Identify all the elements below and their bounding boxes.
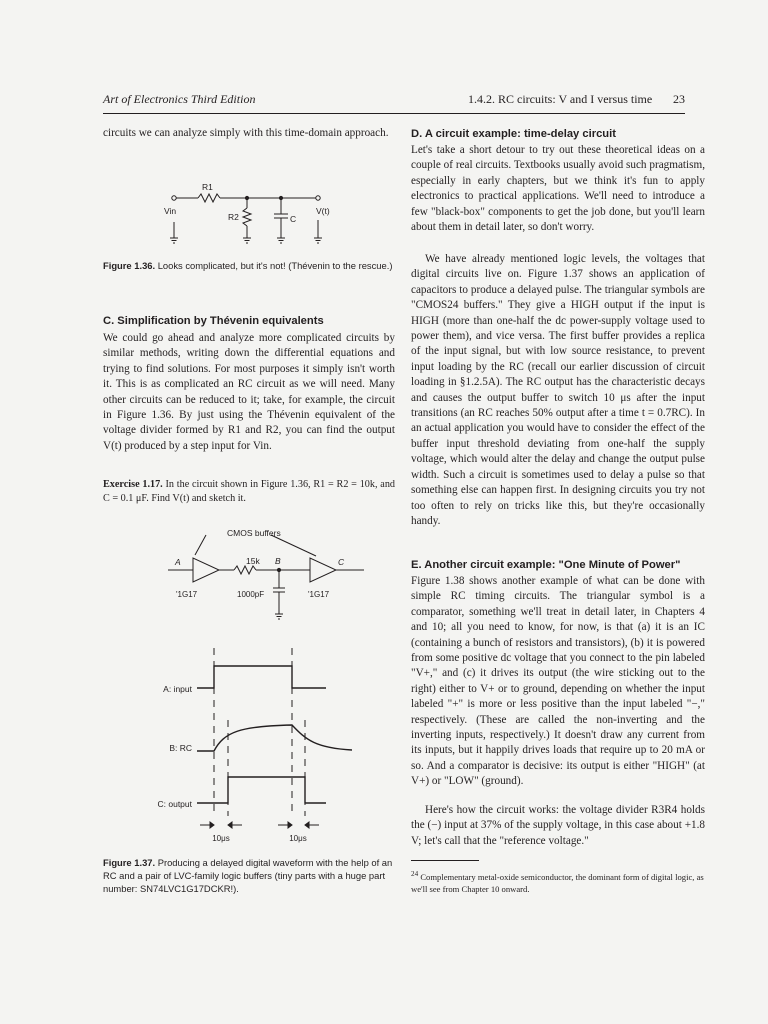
r1-label: R1 — [202, 182, 213, 192]
vin-label: Vin — [164, 206, 177, 216]
resistor-label: 15k — [246, 556, 260, 566]
delay-right-label: 10μs — [289, 834, 307, 843]
section-e-heading: E. Another circuit example: "One Minute of Power" — [411, 559, 681, 571]
trace-b-label: B: RC — [169, 743, 192, 753]
c-label: C — [290, 214, 297, 224]
trace-a-label: A: input — [163, 684, 192, 694]
exercise-label: Exercise 1.17. — [103, 479, 163, 490]
running-head-title: Art of Electronics Third Edition — [103, 92, 256, 106]
delay-left-label: 10μs — [212, 834, 230, 843]
figure-1-37-caption-text: Producing a delayed digital waveform with the help of an RC and a pair of LVC-family logic buffers (tiny parts with a huge part number: SN74LVC1G17DCKR!). — [103, 857, 393, 894]
footnote-number: 24 — [411, 870, 419, 878]
section-d-heading: D. A circuit example: time-delay circuit — [411, 128, 616, 140]
capacitor-label: 1000pF — [237, 590, 265, 599]
footnote — [411, 868, 705, 896]
section-d-paragraph-2: We have already mentioned logic levels, the voltages that digital circuits live on. Figure 1.37 shows an application of capacitors to produce a delayed pulse. The triangular symbols are "CMOS24 buffers." They give a HIGH output if the input is HIGH (more than one-half the dc power-supply voltage used to power them), and vice versa. The first buffer provides a replica of the input signal, but with low source resistance, to prevent input loading by the RC (recall our earlier discussion of circuit loading in §1.2.5A). The RC output has the characteristic decays and causes the output buffer to switch 10 μs after the input transitions (an RC reaches 50% output after a time t = 0.7RC). In an actual application you would have to consider the effect of the buffer input threshold deviating from one-half the supply voltage, which would alter the delay and change the output pulse width. Such a circuit is sometimes used to delay a pulse so that something else can happen first. In designing circuits you try not too often to rely on tricks like this, but they're occasionally handy. — [411, 253, 705, 527]
section-d-paragraph-1: Let's take a short detour to try out these theoretical ideas on a couple of real circuits. Textbooks usually avoid such pragmatism, especially in early chapters, but we think it's fun to apply electronics to practical applications. We'll need to introduce a few "black-box" components to get the job done, but you'll learn about them in detail later, so don't worry. — [411, 144, 705, 234]
figure-1-36-circuit — [160, 178, 340, 250]
figure-1-37-caption — [103, 856, 395, 895]
node-b-label: B — [275, 556, 281, 566]
cmos-buffers-label: CMOS buffers — [227, 528, 281, 538]
exercise-1-17 — [103, 478, 395, 506]
footnote-rule — [411, 860, 479, 861]
part-left-label: '1G17 — [176, 590, 198, 599]
section-e-paragraph-2: Here's how the circuit works: the voltage divider R3R4 holds the (−) input at 37% of the supply voltage, in this case about +1.8 V; let's call that the "reference voltage." — [411, 804, 705, 847]
section-e-paragraph-1: Figure 1.38 shows another example of what can be done with simple RC timing circuits. The triangular symbol is a comparator, something we'll treat in detail later, in Chapters 4 and 10; all you need to know, for now, is that (a) it is an IC (containing a bunch of resistors and transistors), (b) it is powered from some positive dc voltage that you connect to the pin labeled "V+," and (c) it drives its output (the wire sticking out to the right) either to V+ or to ground, depending on whether the input labeled "+" is more or less positive than the input labeled "−," respectively. (These are called the non-inverting and the inverting inputs, respectively.) It doesn't draw any current from its inputs, but it happily drives loads that require up to 20 mA or so. And a comparator is decisive: its output is either "HIGH" (at V+) or "LOW" (ground). — [411, 575, 705, 788]
trace-c-label: C: output — [157, 799, 192, 809]
page-number: 23 — [673, 92, 685, 106]
vout-label: V(t) — [316, 206, 330, 216]
figure-1-36-caption-label: Figure 1.36. — [103, 260, 156, 271]
figure-1-37-caption-label: Figure 1.37. — [103, 857, 156, 868]
footnote-text: Complementary metal-oxide semiconductor, the dominant form of digital logic, as we'll see from Chapter 10 onward. — [411, 871, 704, 895]
node-a-label: A — [175, 557, 181, 567]
node-c-label: C — [338, 557, 345, 567]
r2-label: R2 — [228, 212, 239, 222]
exercise-text: In the circuit shown in Figure 1.36, R1 = R2 = 10k, and C = 0.1 μF. Find V(t) and sketch it. — [103, 479, 396, 504]
figure-1-36-caption — [103, 259, 395, 272]
section-c-heading: C. Simplification by Thévenin equivalents — [103, 315, 324, 327]
section-c-body: We could go ahead and analyze more complicated circuits by similar methods, writing down the differential equations and trying to find solutions. For most purposes it simply isn't worth it. This is as complicated an RC circuit as we will need. Many other circuits can be reduced to it; take, for example, the circuit in Figure 1.36. By just using the Thévenin equivalent of the voltage divider formed by R1 and R2, you can find the output V(t) produced by a step input for Vin. — [103, 332, 395, 452]
figure-1-36-caption-text: Looks complicated, but it's not! (Thévenin to the rescue.) — [157, 260, 393, 271]
intro-paragraph: circuits we can analyze simply with this time-domain approach. — [103, 127, 389, 139]
figure-1-37-diagram — [120, 520, 370, 850]
running-head-section: 1.4.2. RC circuits: V and I versus time — [468, 92, 653, 106]
header-rule — [103, 113, 685, 114]
part-right-label: '1G17 — [308, 590, 330, 599]
